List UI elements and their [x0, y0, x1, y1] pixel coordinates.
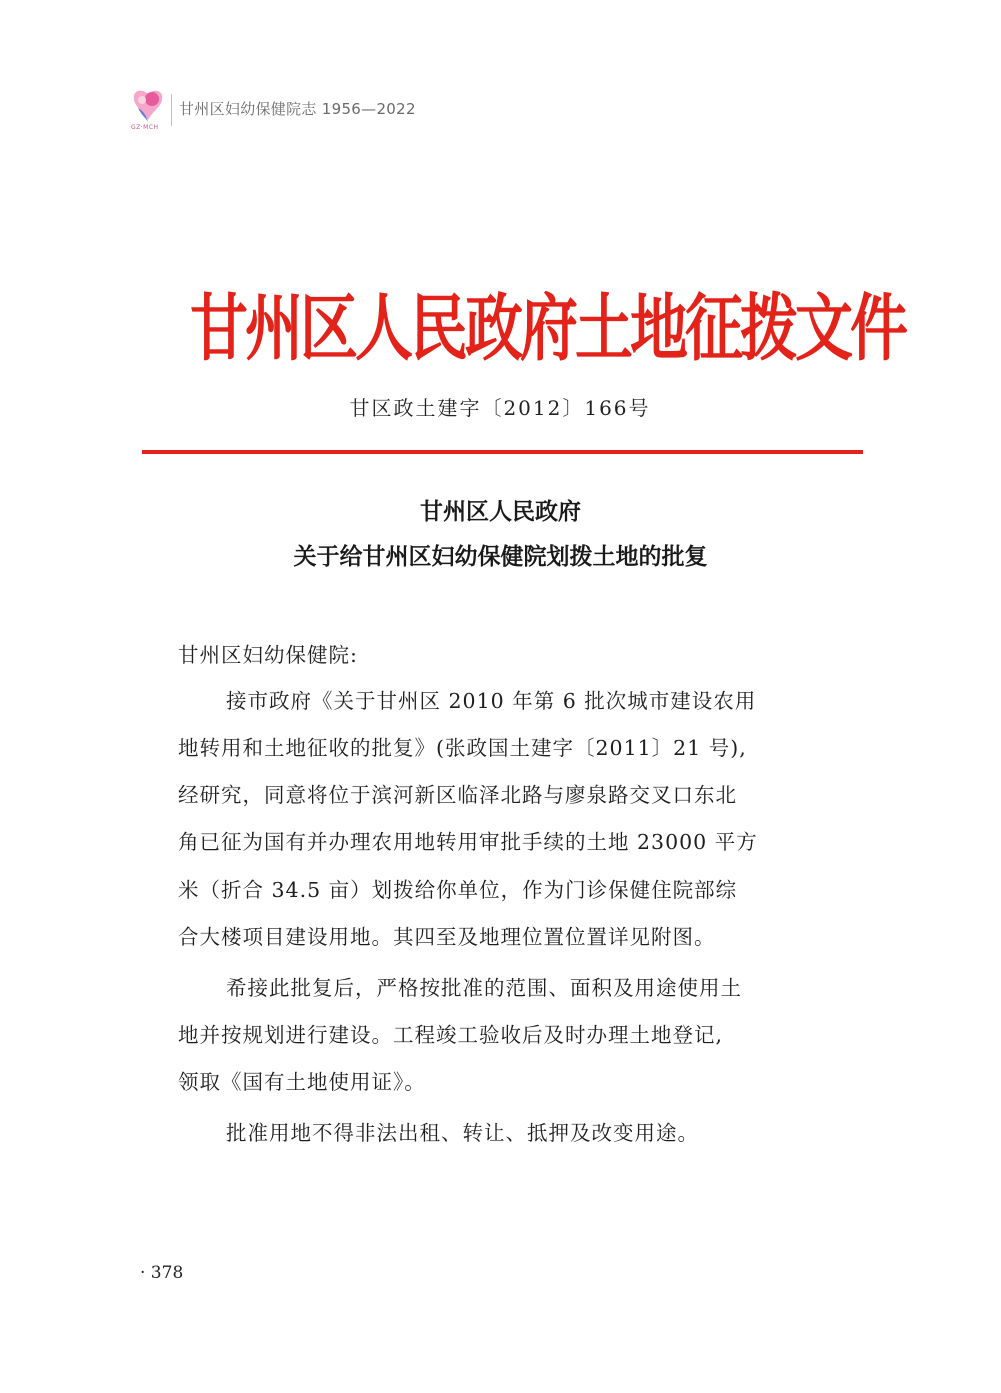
header-title: 甘州区妇幼保健院志 1956—2022 [179, 100, 416, 118]
document-masthead: 甘州区人民政府土地征拨文件 [190, 285, 906, 371]
subject-line-title: 关于给甘州区妇幼保健院划拨土地的批复 [293, 544, 708, 570]
subject-line-issuer: 甘州区人民政府 [420, 499, 581, 525]
body-line: 接市政府《关于甘州区 2010 年第 6 批次城市建设农用 [226, 689, 757, 713]
body-line: 地并按规划进行建设。工程竣工验收后及时办理土地登记, [178, 1023, 724, 1047]
running-header [128, 86, 528, 132]
body-line: 地转用和土地征收的批复》(张政国土建字〔2011〕21 号), [178, 736, 747, 760]
body-line: 米（折合 34.5 亩）划拨给你单位，作为门诊保健住院部综 [178, 878, 738, 902]
addressee: 甘州区妇幼保健院: [178, 643, 358, 667]
body-line: 希接此批复后，严格按批准的范围、面积及用途使用土 [226, 976, 742, 1000]
body-line: 经研究，同意将位于滨河新区临泽北路与廖泉路交叉口东北 [178, 783, 737, 807]
logo-caption: GZ·MCH [131, 124, 159, 131]
document-number: 甘区政土建字〔2012〕166号 [349, 396, 651, 420]
body-line: 角已征为国有并办理农用地转用审批手续的土地 23000 平方 [178, 830, 758, 854]
body-line: 合大楼项目建设用地。其四至及地理位置位置详见附图。 [178, 925, 716, 949]
body-line: 批准用地不得非法出租、转让、抵押及改变用途。 [226, 1121, 699, 1145]
red-divider-rule [142, 450, 863, 454]
page-number: · 378 [140, 1263, 184, 1283]
body-line: 领取《国有土地使用证》。 [178, 1070, 426, 1094]
header-divider [171, 94, 172, 126]
